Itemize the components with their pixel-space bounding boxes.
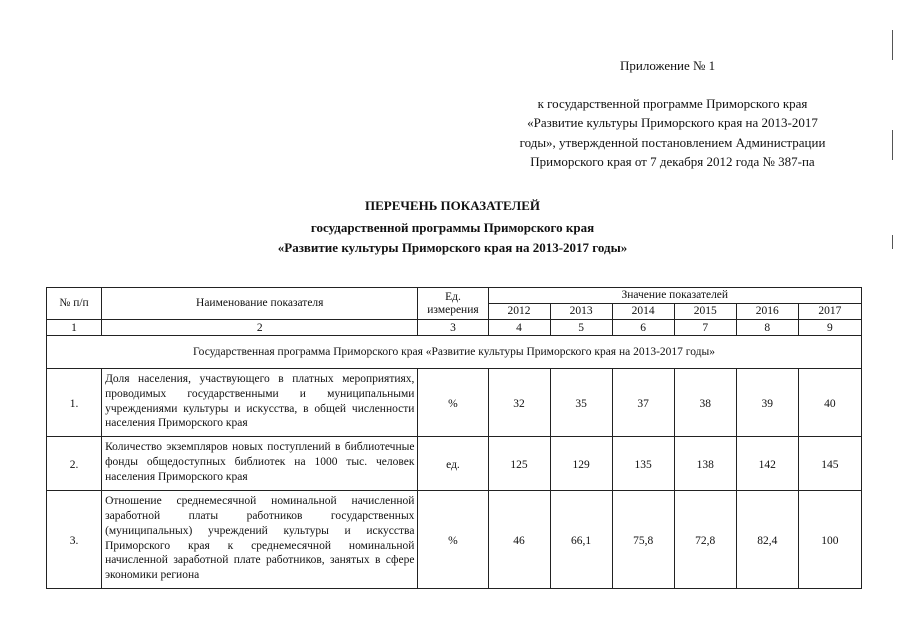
row-name: Отношение среднемесячной номинальной начисленной заработной платы работников государственных (муниципальных) учреждений культуры и искусства Приморского края к среднемесячной номинальной начисленной заработной плате работников, занятых в сфере экономики региона <box>102 491 418 589</box>
header-name: Наименование показателя <box>102 288 418 320</box>
row-value: 39 <box>736 369 798 437</box>
row-num: 1. <box>47 369 102 437</box>
indicators-table <box>46 287 862 589</box>
appendix-number: Приложение № 1 <box>620 58 716 73</box>
header-year: 2015 <box>674 304 736 320</box>
row-value: 32 <box>488 369 550 437</box>
header-year: 2017 <box>798 304 861 320</box>
scan-edge-mark <box>892 235 893 249</box>
header-unit: Ед. измерения <box>418 288 488 320</box>
row-value: 38 <box>674 369 736 437</box>
column-numbers-row <box>47 320 862 336</box>
column-number: 3 <box>418 320 488 336</box>
section-title: Государственная программа Приморского края «Развитие культуры Приморского края на 2013-2017 годы» <box>47 336 862 369</box>
row-unit: ед. <box>418 437 488 491</box>
appendix-block <box>500 56 845 171</box>
column-number: 9 <box>798 320 861 336</box>
row-name: Доля населения, участвующего в платных мероприятиях, проводимых государственными и муниципальными учреждениями культуры и искусства, в общей численности населения Приморского края <box>102 369 418 437</box>
row-value: 129 <box>550 437 612 491</box>
row-unit: % <box>418 369 488 437</box>
column-number: 2 <box>102 320 418 336</box>
header-values-group: Значение показателей <box>488 288 861 304</box>
scan-edge-mark <box>892 30 893 60</box>
document-title: ПЕРЕЧЕНЬ ПОКАЗАТЕЛЕЙ <box>364 198 541 213</box>
row-value: 46 <box>488 491 550 589</box>
appendix-basis-line: годы», утвержденной постановлением Администрации <box>519 134 826 150</box>
table-row <box>47 437 862 491</box>
row-unit: % <box>418 491 488 589</box>
row-value: 37 <box>612 369 674 437</box>
column-number: 4 <box>488 320 550 336</box>
appendix-basis <box>500 94 845 171</box>
row-value: 138 <box>674 437 736 491</box>
section-row <box>47 336 862 369</box>
document-subtitle: государственной программы Приморского края <box>310 220 595 235</box>
appendix-basis-line: Приморского края от 7 декабря 2012 года № 387-па <box>530 153 815 169</box>
row-value: 66,1 <box>550 491 612 589</box>
row-value: 82,4 <box>736 491 798 589</box>
table-row <box>47 369 862 437</box>
row-value: 35 <box>550 369 612 437</box>
header-num: № п/п <box>47 288 102 320</box>
row-value: 125 <box>488 437 550 491</box>
row-value: 75,8 <box>612 491 674 589</box>
row-value: 72,8 <box>674 491 736 589</box>
row-value: 135 <box>612 437 674 491</box>
header-year: 2012 <box>488 304 550 320</box>
row-num: 2. <box>47 437 102 491</box>
scan-edge-mark <box>892 130 893 160</box>
header-year: 2016 <box>736 304 798 320</box>
row-name: Количество экземпляров новых поступлений в библиотечные фонды общедоступных библиотек на 1000 тыс. человек населения Приморского края <box>102 437 418 491</box>
row-value: 100 <box>798 491 861 589</box>
header-year: 2014 <box>612 304 674 320</box>
column-number: 6 <box>612 320 674 336</box>
header-row <box>47 288 862 304</box>
document-program-name: «Развитие культуры Приморского края на 2013-2017 годы» <box>277 240 628 255</box>
table-row <box>47 491 862 589</box>
appendix-basis-line: «Развитие культуры Приморского края на 2013-2017 <box>527 115 818 131</box>
column-number: 8 <box>736 320 798 336</box>
column-number: 5 <box>550 320 612 336</box>
column-number: 7 <box>674 320 736 336</box>
row-value: 145 <box>798 437 861 491</box>
row-value: 142 <box>736 437 798 491</box>
header-year: 2013 <box>550 304 612 320</box>
row-num: 3. <box>47 491 102 589</box>
row-value: 40 <box>798 369 861 437</box>
appendix-basis-line: к государственной программе Приморского края <box>537 96 808 112</box>
column-number: 1 <box>47 320 102 336</box>
